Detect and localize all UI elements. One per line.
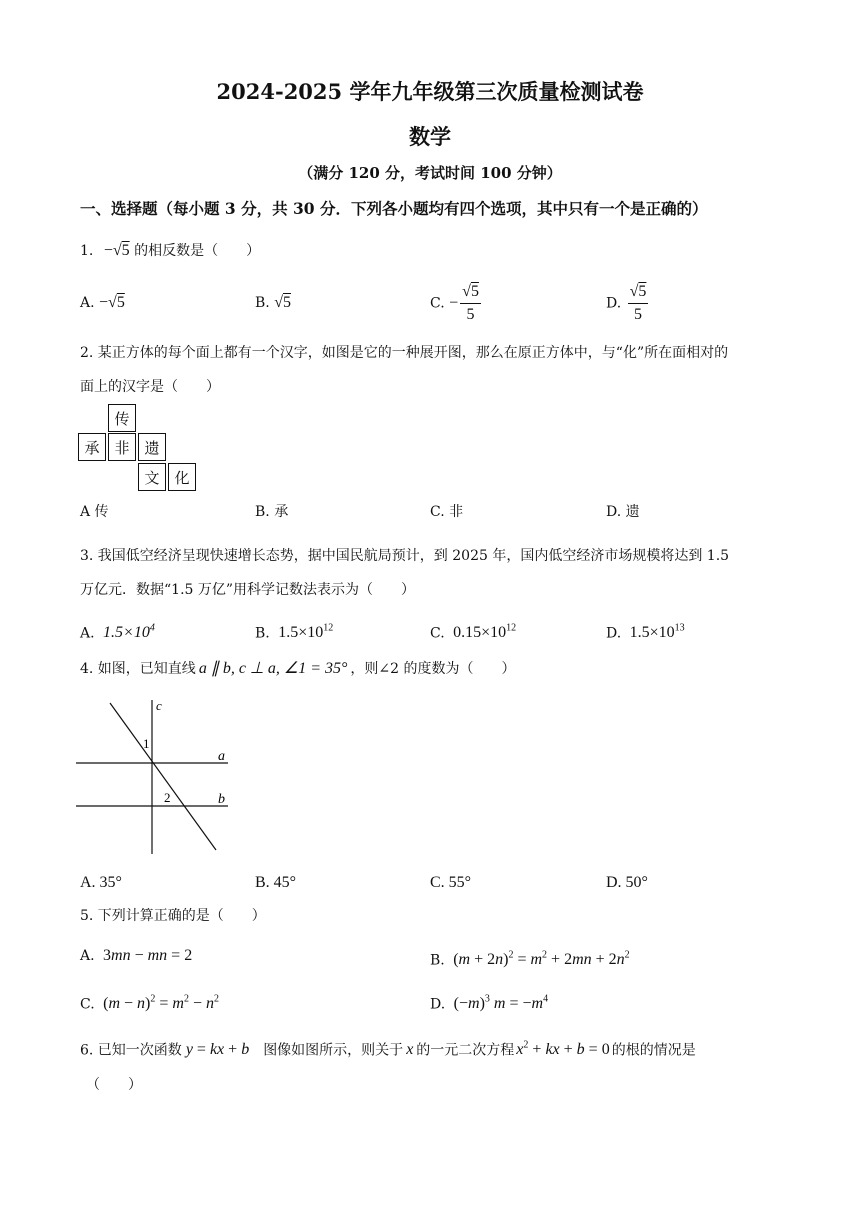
question-2-line1: 2. 某正方体的每个面上都有一个汉字，如图是它的一种展开图，那么在原正方体中，与“化”所在面相对的: [80, 345, 729, 361]
q1-option-a: A. −√5: [80, 294, 125, 311]
q3-option-b: B. $1.5\times 10^{12}$: [255, 623, 334, 642]
q5-option-b: B. $(m + 2n)^2 = m^2 + 2mn + 2n^2$: [430, 950, 630, 969]
q5-option-d: D. $(-m)^3$ $m = -m^4$: [430, 994, 549, 1013]
question-3-line1: 3. 我国低空经济呈现快速增长态势，据中国民航局预计，到 2025 年，国内低空经济市场规模将达到 1.5: [80, 548, 730, 564]
net-cell: 承: [78, 433, 106, 461]
q5-option-c: C. $(m - n)^2 = m^2 - n^2$: [80, 994, 219, 1013]
exam-title: 2024-2025 学年九年级第三次质量检测试卷: [216, 79, 644, 104]
net-cell: 化: [168, 463, 196, 491]
q2-option-c: C. 非: [430, 504, 464, 520]
q2-option-b: B. 承: [255, 504, 289, 520]
question-6: 6. 已知一次函数 y = kx + b 图像如图所示，则关于 x 的一元二次方程 $x^2$ + kx + b = 0 的根的情况是: [80, 1040, 696, 1059]
q2-option-a: A 传: [80, 504, 109, 520]
question-5: 5. 下列计算正确的是（ ）: [80, 908, 266, 924]
q4-option-c: C. 55°: [430, 874, 472, 891]
q2-option-d: D. 遗: [606, 504, 640, 520]
exam-info: （满分 120 分，考试时间 100 分钟）: [298, 164, 562, 182]
parallel-lines-figure: [76, 698, 236, 858]
label-b: b: [218, 792, 225, 807]
q4-option-a: A. 35°: [80, 874, 122, 891]
q1-option-c: C. − $\frac{√5}{5}$: [430, 283, 479, 323]
q4-option-b: B. 45°: [255, 874, 297, 891]
question-1-text: 的相反数是（ ）: [134, 243, 261, 259]
q1-option-d: D. $\frac{√5}{5}$: [606, 283, 647, 323]
net-cell: 传: [108, 404, 136, 432]
q4-option-d: D. 50°: [606, 874, 648, 891]
question-3-line2: 万亿元．数据“1.5 万亿”用科学记数法表示为（ ）: [80, 582, 416, 598]
label-angle-1: 1: [143, 736, 150, 751]
question-4: 4. 如图，已知直线 a ∥ b, c ⊥ a, ∠1 = 35° ，则∠2 的度数为（ ）: [80, 660, 516, 677]
label-angle-2: 2: [164, 790, 171, 805]
net-cell: 文: [138, 463, 166, 491]
net-cell: 遗: [138, 433, 166, 461]
cube-net-figure: [78, 404, 198, 494]
q5-option-a: A. 3mn − mn = 2: [80, 947, 193, 964]
q1-option-b: B. √5: [255, 294, 291, 311]
q3-option-d: D. $1.5\times 10^{13}$: [606, 623, 685, 642]
label-c: c: [156, 698, 162, 713]
q3-option-a: A. $1.5\times 10^4$: [80, 623, 155, 642]
section-heading: 一、选择题（每小题 3 分，共 30 分．下列各小题均有四个选项，其中只有一个是正确的）: [80, 199, 708, 218]
q3-option-c: C. $0.15\times 10^{12}$: [430, 623, 517, 642]
label-a: a: [218, 749, 225, 764]
transversal-line: [110, 703, 216, 850]
question-2-line2: 面上的汉字是（ ）: [80, 379, 220, 395]
question-6-paren: （ ）: [86, 1077, 142, 1093]
question-1: 1. −√5 的相反数是（ ）: [80, 242, 261, 259]
net-cell: 非: [108, 433, 136, 461]
subject-title: 数学: [409, 124, 451, 149]
